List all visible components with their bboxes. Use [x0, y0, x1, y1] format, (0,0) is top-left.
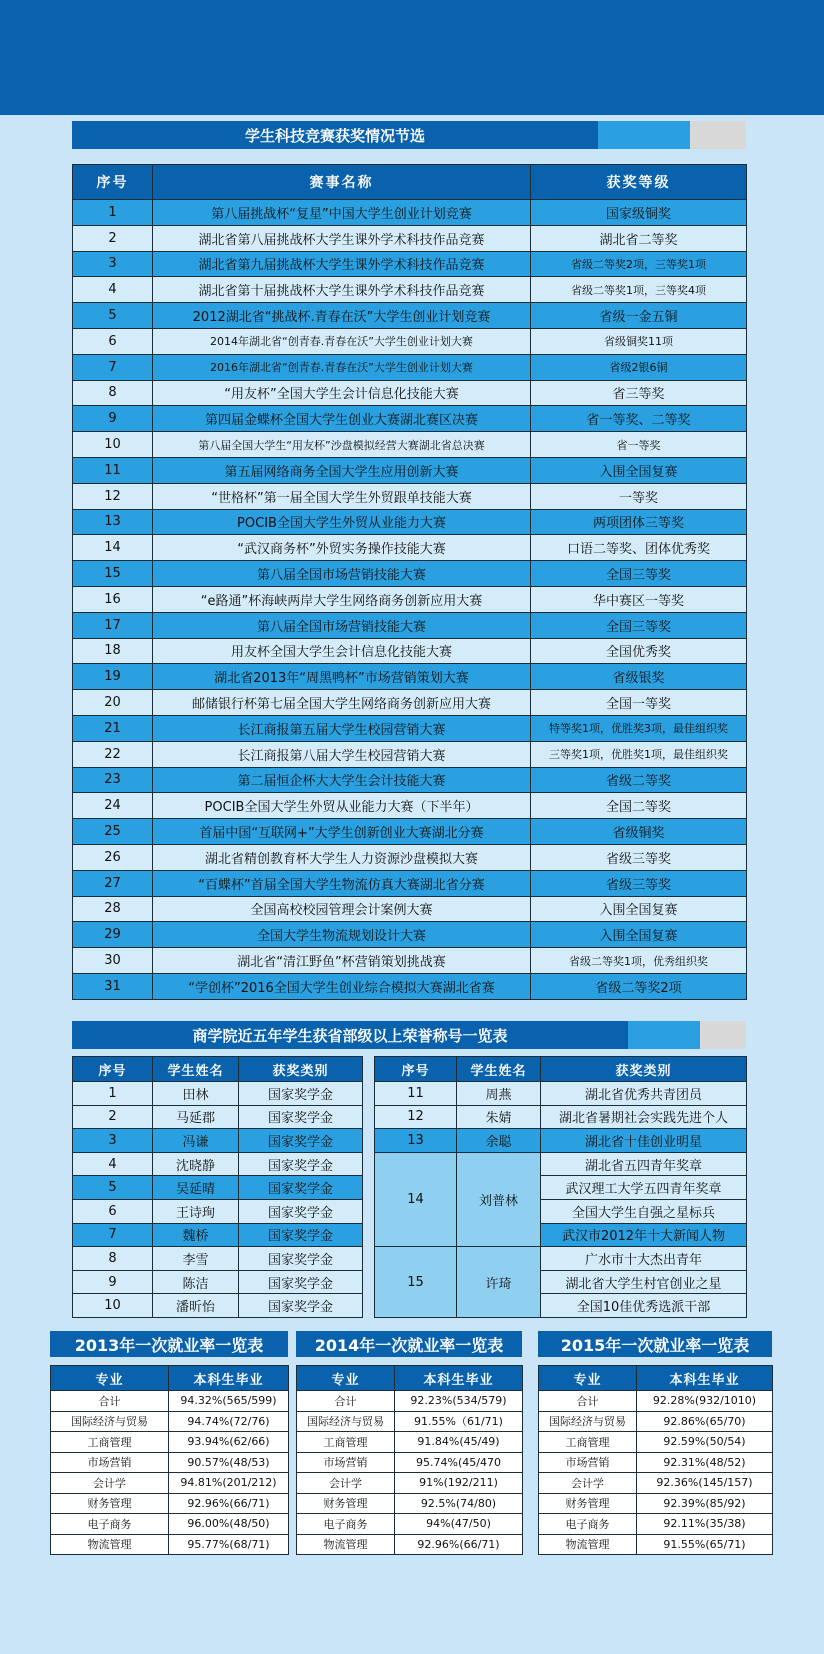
cell-award: 全国大学生自强之星标兵: [541, 1199, 747, 1223]
table-row: [73, 277, 747, 303]
table-row: [73, 1247, 363, 1271]
cell-award: 湖北省优秀共青团员: [541, 1082, 747, 1106]
cell-event: 2014年湖北省“创青春.青春在沃”大学生创业计划大赛: [153, 328, 531, 354]
cell-award: 武汉市2012年十大新闻人物: [541, 1223, 747, 1247]
table-row: [297, 1411, 523, 1432]
cell-major: 国际经济与贸易: [297, 1411, 395, 1432]
cell-event: “e路通”杯海峡两岸大学生网络商务创新应用大赛: [153, 586, 531, 612]
cell-no: 10: [73, 432, 153, 458]
header-event: 赛事名称: [153, 165, 531, 200]
cell-no: 26: [73, 844, 153, 870]
cell-no: 19: [73, 664, 153, 690]
cell-award: 国家奖学金: [239, 1129, 363, 1153]
table-row: [73, 612, 747, 638]
cell-rate: 96.00%(48/50): [169, 1514, 289, 1535]
cell-award: 国家奖学金: [239, 1270, 363, 1294]
cell-name: 周燕: [457, 1082, 541, 1106]
cell-rate: 94.74%(72/76): [169, 1411, 289, 1432]
cell-rate: 91%(192/211): [395, 1473, 523, 1494]
cell-event: 全国高校校园管理会计案例大赛: [153, 896, 531, 922]
cell-no: 9: [73, 1270, 153, 1294]
header-student-name: 学生姓名: [153, 1057, 239, 1082]
table-row: [73, 948, 747, 974]
header-undergrad: 本科生毕业: [637, 1366, 773, 1391]
cell-major: 物流管理: [51, 1534, 169, 1555]
cell-no: 12: [375, 1105, 457, 1129]
cell-rate: 92.31%(48/52): [637, 1452, 773, 1473]
table-row: [375, 1129, 747, 1153]
employment-2013-table: [50, 1365, 289, 1555]
cell-no: 25: [73, 819, 153, 845]
table-row: [539, 1493, 773, 1514]
cell-no: 23: [73, 767, 153, 793]
header-major: 专业: [51, 1366, 169, 1391]
cell-award: 湖北省十佳创业明星: [541, 1129, 747, 1153]
table-row: [73, 535, 747, 561]
table-row: [73, 328, 747, 354]
header-major: 专业: [539, 1366, 637, 1391]
cell-event: 2016年湖北省“创青春.青春在沃”大学生创业计划大赛: [153, 354, 531, 380]
table-row: [51, 1411, 289, 1432]
table-row: [73, 793, 747, 819]
cell-award: 湖北省大学生村官创业之星: [541, 1270, 747, 1294]
cell-award: 特等奖1项，优胜奖3项，最佳组织奖: [531, 715, 747, 741]
cell-award: 湖北省二等奖: [531, 225, 747, 251]
employment-header-row: [297, 1366, 523, 1391]
table-row: [51, 1534, 289, 1555]
cell-major: 市场营销: [539, 1452, 637, 1473]
table-row: [73, 251, 747, 277]
cell-award: 省一等奖: [531, 432, 747, 458]
cell-award: 省三等奖: [531, 380, 747, 406]
cell-name: 余聪: [457, 1129, 541, 1153]
cell-no: 14: [73, 535, 153, 561]
cell-award: 国家奖学金: [239, 1223, 363, 1247]
table-row: [73, 844, 747, 870]
cell-no: 2: [73, 225, 153, 251]
cell-no: 4: [73, 277, 153, 303]
cell-award: 国家奖学金: [239, 1105, 363, 1129]
cell-award: 国家奖学金: [239, 1082, 363, 1106]
cell-award: 全国二等奖: [531, 793, 747, 819]
cell-major: 市场营销: [297, 1452, 395, 1473]
table-row: [539, 1534, 773, 1555]
cell-rate: 94.32%(565/599): [169, 1391, 289, 1412]
header-major: 专业: [297, 1366, 395, 1391]
cell-award: 全国优秀奖: [531, 638, 747, 664]
table-row: [297, 1534, 523, 1555]
cell-event: 湖北省2013年“周黑鸭杯”市场营销策划大赛: [153, 664, 531, 690]
header-student-name: 学生姓名: [457, 1057, 541, 1082]
table-row: [73, 1082, 363, 1106]
cell-award: 省级银奖: [531, 664, 747, 690]
cell-major: 电子商务: [297, 1514, 395, 1535]
cell-name: 魏桥: [153, 1223, 239, 1247]
employment-2015-title: 2015年一次就业率一览表: [538, 1331, 772, 1357]
cell-no: 20: [73, 690, 153, 716]
header-undergrad: 本科生毕业: [169, 1366, 289, 1391]
cell-major: 财务管理: [297, 1493, 395, 1514]
competition-title-bar: [72, 121, 746, 149]
table-row: [73, 200, 747, 226]
cell-event: 2012湖北省“挑战杯.青春在沃”大学生创业计划竞赛: [153, 303, 531, 329]
cell-event: 全国大学生物流规划设计大赛: [153, 922, 531, 948]
header-no: 序号: [73, 1057, 153, 1082]
cell-name: 朱婧: [457, 1105, 541, 1129]
table-row: [73, 922, 747, 948]
table-row: [73, 303, 747, 329]
table-row: [73, 1152, 363, 1176]
table-row: [51, 1391, 289, 1412]
cell-award: 省级一金五铜: [531, 303, 747, 329]
cell-rate: 92.59%(50/54): [637, 1432, 773, 1453]
table-row: [297, 1473, 523, 1494]
cell-no: 30: [73, 948, 153, 974]
cell-no: 11: [375, 1082, 457, 1106]
cell-award: 全国三等奖: [531, 561, 747, 587]
cell-event: “用友杯”全国大学生会计信息化技能大赛: [153, 380, 531, 406]
cell-no: 18: [73, 638, 153, 664]
top-banner: [0, 0, 824, 115]
cell-no: 3: [73, 1129, 153, 1153]
table-row: [297, 1493, 523, 1514]
cell-no: 4: [73, 1152, 153, 1176]
cell-event: 长江商报第八届大学生校园营销大赛: [153, 741, 531, 767]
competition-title: 学生科技竞赛获奖情况节选: [72, 121, 598, 149]
table-row: [51, 1452, 289, 1473]
cell-major: 财务管理: [51, 1493, 169, 1514]
table-row: [51, 1473, 289, 1494]
header-award: 获奖等级: [531, 165, 747, 200]
header-undergrad: 本科生毕业: [395, 1366, 523, 1391]
cell-no: 29: [73, 922, 153, 948]
honors-right-header-row: [375, 1057, 747, 1082]
cell-no: 1: [73, 1082, 153, 1106]
competition-header-row: [73, 165, 747, 200]
cell-rate: 93.94%(62/66): [169, 1432, 289, 1453]
table-row: [73, 896, 747, 922]
cell-major: 国际经济与贸易: [539, 1411, 637, 1432]
cell-event: “学创杯”2016全国大学生创业综合模拟大赛湖北省赛: [153, 973, 531, 999]
cell-major: 国际经济与贸易: [51, 1411, 169, 1432]
cell-event: 邮储银行杯第七届全国大学生网络商务创新应用大赛: [153, 690, 531, 716]
cell-award: 省级二等奖: [531, 767, 747, 793]
cell-award: 省级三等奖: [531, 844, 747, 870]
cell-no: 12: [73, 483, 153, 509]
cell-event: 湖北省“清江野鱼”杯营销策划挑战赛: [153, 948, 531, 974]
table-row: [297, 1432, 523, 1453]
cell-no: 5: [73, 1176, 153, 1200]
cell-major: 合计: [51, 1391, 169, 1412]
cell-award: 国家奖学金: [239, 1152, 363, 1176]
cell-rate: 95.74%(45/470: [395, 1452, 523, 1473]
cell-no: 6: [73, 328, 153, 354]
table-row: [73, 1105, 363, 1129]
cell-award: 全国10佳优秀选派干部: [541, 1294, 747, 1318]
table-row: [539, 1411, 773, 1432]
cell-no: 15: [73, 561, 153, 587]
cell-rate: 92.28%(932/1010): [637, 1391, 773, 1412]
cell-name: 沈晓静: [153, 1152, 239, 1176]
honors-left-header-row: [73, 1057, 363, 1082]
table-row: [73, 354, 747, 380]
cell-no: 28: [73, 896, 153, 922]
table-row: [73, 767, 747, 793]
cell-award: 入围全国复赛: [531, 896, 747, 922]
cell-major: 工商管理: [297, 1432, 395, 1453]
table-row: [539, 1432, 773, 1453]
cell-rate: 92.39%(85/92): [637, 1493, 773, 1514]
cell-award: 国家奖学金: [239, 1199, 363, 1223]
cell-award: 省级二等奖2项，三等奖1项: [531, 251, 747, 277]
cell-event: 长江商报第五届大学生校园营销大赛: [153, 715, 531, 741]
cell-name: 冯谦: [153, 1129, 239, 1153]
cell-event: 湖北省第九届挑战杯大学生课外学术科技作品竞赛: [153, 251, 531, 277]
cell-award: 省级2银6铜: [531, 354, 747, 380]
cell-award: 全国一等奖: [531, 690, 747, 716]
cell-rate: 91.55%（61/71): [395, 1411, 523, 1432]
cell-no: 31: [73, 973, 153, 999]
cell-no: 14: [375, 1152, 457, 1246]
table-row: [73, 561, 747, 587]
cell-no: 8: [73, 380, 153, 406]
employment-header-row: [539, 1366, 773, 1391]
cell-award: 华中赛区一等奖: [531, 586, 747, 612]
cell-no: 13: [375, 1129, 457, 1153]
cell-award: 入围全国复赛: [531, 922, 747, 948]
cell-event: 湖北省第十届挑战杯大学生课外学术科技作品竞赛: [153, 277, 531, 303]
cell-no: 7: [73, 1223, 153, 1247]
cell-award: 武汉理工大学五四青年奖章: [541, 1176, 747, 1200]
cell-event: 湖北省第八届挑战杯大学生课外学术科技作品竞赛: [153, 225, 531, 251]
cell-no: 9: [73, 406, 153, 432]
cell-name: 潘昕怡: [153, 1294, 239, 1318]
table-row: [73, 380, 747, 406]
cell-event: 第八届全国市场营销技能大赛: [153, 612, 531, 638]
cell-rate: 92.36%(145/157): [637, 1473, 773, 1494]
cell-award: 口语二等奖、团体优秀奖: [531, 535, 747, 561]
cell-event: 第八届全国大学生“用友杯”沙盘模拟经营大赛湖北省总决赛: [153, 432, 531, 458]
cell-rate: 90.57%(48/53): [169, 1452, 289, 1473]
employment-header-row: [51, 1366, 289, 1391]
table-row: [73, 1223, 363, 1247]
table-row: [297, 1452, 523, 1473]
cell-no: 15: [375, 1247, 457, 1318]
table-row: [51, 1493, 289, 1514]
cell-award: 国家级铜奖: [531, 200, 747, 226]
cell-no: 10: [73, 1294, 153, 1318]
cell-no: 13: [73, 509, 153, 535]
cell-major: 合计: [539, 1391, 637, 1412]
cell-event: “武汉商务杯”外贸实务操作技能大赛: [153, 535, 531, 561]
cell-rate: 91.84%(45/49): [395, 1432, 523, 1453]
cell-award: 一等奖: [531, 483, 747, 509]
cell-no: 22: [73, 741, 153, 767]
cell-award: 省级三等奖: [531, 870, 747, 896]
cell-event: 首届中国“互联网+”大学生创新创业大赛湖北分赛: [153, 819, 531, 845]
cell-award: 湖北省五四青年奖章: [541, 1152, 747, 1176]
cell-rate: 92.96%(66/71): [395, 1534, 523, 1555]
cell-major: 会计学: [51, 1473, 169, 1494]
employment-2013-title: 2013年一次就业率一览表: [50, 1331, 288, 1357]
cell-no: 5: [73, 303, 153, 329]
cell-name: 田林: [153, 1082, 239, 1106]
table-row: [73, 509, 747, 535]
cell-rate: 94.81%(201/212): [169, 1473, 289, 1494]
cell-name: 陈洁: [153, 1270, 239, 1294]
cell-award: 国家奖学金: [239, 1176, 363, 1200]
employment-2014-table: [296, 1365, 523, 1555]
cell-no: 27: [73, 870, 153, 896]
cell-event: “百蝶杯”首届全国大学生物流仿真大赛湖北省分赛: [153, 870, 531, 896]
header-award-category: 获奖类别: [239, 1057, 363, 1082]
cell-event: POCIB全国大学生外贸从业能力大赛: [153, 509, 531, 535]
table-row: [51, 1514, 289, 1535]
cell-event: 第二届恒企杯大大学生会计技能大赛: [153, 767, 531, 793]
cell-no: 17: [73, 612, 153, 638]
cell-major: 电子商务: [51, 1514, 169, 1535]
cell-major: 电子商务: [539, 1514, 637, 1535]
cell-award: 省级二等奖1项，三等奖4项: [531, 277, 747, 303]
table-row: [73, 483, 747, 509]
cell-major: 工商管理: [539, 1432, 637, 1453]
table-row: [73, 1176, 363, 1200]
cell-award: 广水市十大杰出青年: [541, 1247, 747, 1271]
table-row: [73, 870, 747, 896]
cell-award: 入围全国复赛: [531, 457, 747, 483]
table-row: [73, 406, 747, 432]
table-row: [539, 1514, 773, 1535]
cell-award: 全国三等奖: [531, 612, 747, 638]
cell-event: 第八届挑战杯“复星”中国大学生创业计划竞赛: [153, 200, 531, 226]
table-row: [297, 1514, 523, 1535]
cell-award: 国家奖学金: [239, 1247, 363, 1271]
honors-table-left: [72, 1056, 363, 1318]
cell-name: 王诗珣: [153, 1199, 239, 1223]
cell-major: 工商管理: [51, 1432, 169, 1453]
honors-title: 商学院近五年学生获省部级以上荣誉称号一览表: [72, 1021, 628, 1049]
cell-event: 湖北省精创教育杯大学生人力资源沙盘模拟大赛: [153, 844, 531, 870]
cell-major: 财务管理: [539, 1493, 637, 1514]
cell-event: POCIB全国大学生外贸从业能力大赛（下半年）: [153, 793, 531, 819]
cell-no: 2: [73, 1105, 153, 1129]
table-row: [73, 1270, 363, 1294]
cell-no: 21: [73, 715, 153, 741]
cell-award: 省级二等奖1项，优秀组织奖: [531, 948, 747, 974]
cell-award: 省级铜奖: [531, 819, 747, 845]
cell-event: 第五届网络商务全国大学生应用创新大赛: [153, 457, 531, 483]
honors-table-right: [374, 1056, 747, 1318]
table-row: [73, 664, 747, 690]
table-row: [73, 741, 747, 767]
cell-no: 8: [73, 1247, 153, 1271]
cell-award: 湖北省暑期社会实践先进个人: [541, 1105, 747, 1129]
header-no: 序号: [375, 1057, 457, 1082]
cell-no: 11: [73, 457, 153, 483]
employment-2015-table: [538, 1365, 773, 1555]
table-row: [73, 973, 747, 999]
cell-no: 1: [73, 200, 153, 226]
cell-no: 7: [73, 354, 153, 380]
table-row: [73, 1129, 363, 1153]
cell-no: 16: [73, 586, 153, 612]
cell-event: “世格杯”第一届全国大学生外贸跟单技能大赛: [153, 483, 531, 509]
cell-event: 用友杯全国大学生会计信息化技能大赛: [153, 638, 531, 664]
table-row: [375, 1152, 747, 1176]
cell-no: 3: [73, 251, 153, 277]
cell-no: 24: [73, 793, 153, 819]
cell-major: 会计学: [297, 1473, 395, 1494]
cell-rate: 92.5%(74/80): [395, 1493, 523, 1514]
table-row: [73, 1199, 363, 1223]
cell-award: 国家奖学金: [239, 1294, 363, 1318]
table-row: [375, 1105, 747, 1129]
honors-title-bar: [72, 1021, 746, 1049]
table-row: [73, 819, 747, 845]
cell-name: 刘普林: [457, 1152, 541, 1246]
cell-major: 市场营销: [51, 1452, 169, 1473]
table-row: [73, 690, 747, 716]
cell-rate: 92.86%(65/70): [637, 1411, 773, 1432]
table-row: [73, 432, 747, 458]
cell-rate: 92.11%(35/38): [637, 1514, 773, 1535]
cell-award: 两项团体三等奖: [531, 509, 747, 535]
cell-event: 第四届金蝶杯全国大学生创业大赛湖北赛区决赛: [153, 406, 531, 432]
employment-2014-title: 2014年一次就业率一览表: [296, 1331, 522, 1357]
table-row: [73, 715, 747, 741]
table-row: [297, 1391, 523, 1412]
cell-rate: 95.77%(68/71): [169, 1534, 289, 1555]
table-row: [539, 1391, 773, 1412]
table-row: [375, 1247, 747, 1271]
cell-award: 省级铜奖11项: [531, 328, 747, 354]
cell-rate: 92.96%(66/71): [169, 1493, 289, 1514]
cell-rate: 92.23%(534/579): [395, 1391, 523, 1412]
cell-award: 三等奖1项，优胜奖1项，最佳组织奖: [531, 741, 747, 767]
cell-award: 省一等奖、二等奖: [531, 406, 747, 432]
cell-rate: 91.55%(65/71): [637, 1534, 773, 1555]
cell-rate: 94%(47/50): [395, 1514, 523, 1535]
cell-award: 省级二等奖2项: [531, 973, 747, 999]
cell-name: 吴延晴: [153, 1176, 239, 1200]
table-row: [51, 1432, 289, 1453]
header-no: 序号: [73, 165, 153, 200]
cell-name: 李雪: [153, 1247, 239, 1271]
table-row: [73, 225, 747, 251]
cell-no: 6: [73, 1199, 153, 1223]
cell-major: 物流管理: [539, 1534, 637, 1555]
table-row: [73, 1294, 363, 1318]
table-row: [539, 1452, 773, 1473]
cell-event: 第八届全国市场营销技能大赛: [153, 561, 531, 587]
cell-major: 合计: [297, 1391, 395, 1412]
cell-name: 许琦: [457, 1247, 541, 1318]
table-row: [539, 1473, 773, 1494]
cell-name: 马延郡: [153, 1105, 239, 1129]
table-row: [73, 457, 747, 483]
cell-major: 物流管理: [297, 1534, 395, 1555]
table-row: [375, 1082, 747, 1106]
table-row: [73, 586, 747, 612]
cell-major: 会计学: [539, 1473, 637, 1494]
competition-table: [72, 164, 747, 1000]
table-row: [73, 638, 747, 664]
header-award-category: 获奖类别: [541, 1057, 747, 1082]
